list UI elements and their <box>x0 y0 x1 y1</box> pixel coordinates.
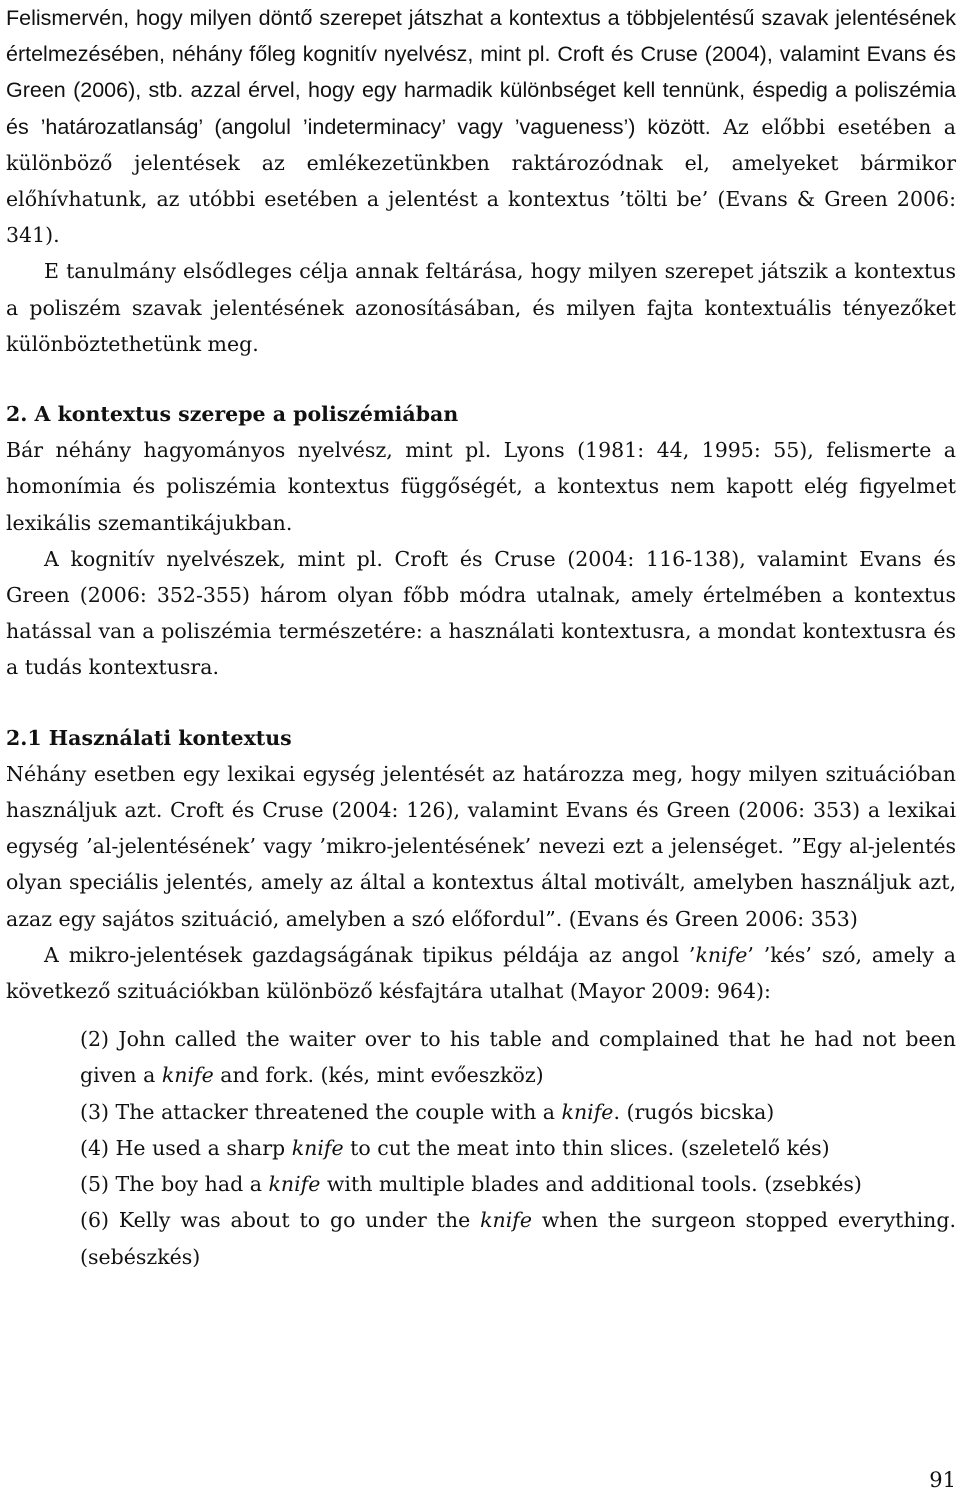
lyons-paragraph: Bár néhány hagyományos nyelvész, mint pl. Lyons (1981: 44, 1995: 55), felismerte a homonímia és poliszémia kontextus függőségét, a kontextus nem kapott elég figyelmet lexikális szemantikájukban. <box>6 438 956 535</box>
example-item: (3) The attacker threatened the couple with a knife. (rugós bicska) <box>80 1099 775 1124</box>
example-item: (2) John called the waiter over to his table and complained that he had not been given a knife and fork. (kés, mint evőeszköz) <box>80 1027 956 1088</box>
examples-list <box>6 1021 956 1274</box>
example-item: (6) Kelly was about to go under the knife when the surgeon stopped everything. (sebészkés) <box>80 1208 956 1269</box>
intro-serif-text: Az előbbi esetében a különböző jelentések az emlékezetünkben raktározódnak el, amelyeket bármikor előhívhatunk, az utóbbi esetében a jelentést a kontextus ’tölti be’ (Evans & Green 2006: 341). <box>6 114 956 248</box>
intro-paragraph <box>6 0 956 253</box>
section-gap <box>6 362 956 396</box>
usage-context-paragraph: Néhány esetben egy lexikai egység jelentését az határozza meg, hogy milyen szituációban használjuk azt. Croft és Cruse (2004: 126), valamint Evans és Green (2006: 353) a lexikai egység ’al-jelentésének’ vagy ’mikro-jelentésének’ nevezi ezt a jelenséget. ”Egy al-jelentés olyan speciális jelentés, amely az által a kontextus által motivált, amelyben használjuk azt, azaz egy sajátos szituáció, amelyben a szó előfordul”. (Evans és Green 2006: 353) <box>6 761 956 931</box>
cognitive-paragraph: A kognitív nyelvészek, mint pl. Croft és Cruse (2004: 116-138), valamint Evans és Green (2006: 352-355) három olyan főbb módra utalnak, amely értelmében a kontextus hatással van a poliszémia természetére: a használati kontextusra, a mondat kontextusra és a tudás kontextusra. <box>6 546 956 680</box>
section-gap <box>6 686 956 720</box>
page-number: 91 <box>929 1468 956 1492</box>
example-item: (4) He used a sharp knife to cut the meat into thin slices. (szeletelő kés) <box>80 1135 830 1160</box>
knife-intro-paragraph: A mikro-jelentések gazdagságának tipikus példája az angol ’knife’ ’kés’ szó, amely a következő szituációkban különböző késfajtára utalhat (Mayor 2009: 964): <box>6 942 956 1004</box>
example-item: (5) The boy had a knife with multiple blades and additional tools. (zsebkés) <box>80 1172 862 1197</box>
section-heading-2-1: 2.1 Használati kontextus <box>6 725 292 750</box>
knife-term: knife <box>695 942 748 967</box>
aim-paragraph: E tanulmány elsődleges célja annak feltárása, hogy milyen szerepet játszik a kontextus a poliszém szavak jelentésének azonosításában, és milyen fajta kontextuális tényezőket különböztethetünk meg. <box>6 259 956 356</box>
intro-sans-text: Felismervén, hogy milyen döntő szerepet játszhat a kontextus a többjelentésű szavak jelentésének értelmezésében, néhány főleg kognitív nyelvész, mint pl. Croft és Cruse (2004), valamint Evans és Green (2006), stb. azzal érvel, hogy egy harmadik különbséget kell tennünk, éspedig a poliszémia és ’határozatlanság’ (angolul ’indeterminacy’ vagy ’vagueness’) között. <box>6 6 956 139</box>
section-heading-2: 2. A kontextus szerepe a poliszémiában <box>6 402 459 427</box>
